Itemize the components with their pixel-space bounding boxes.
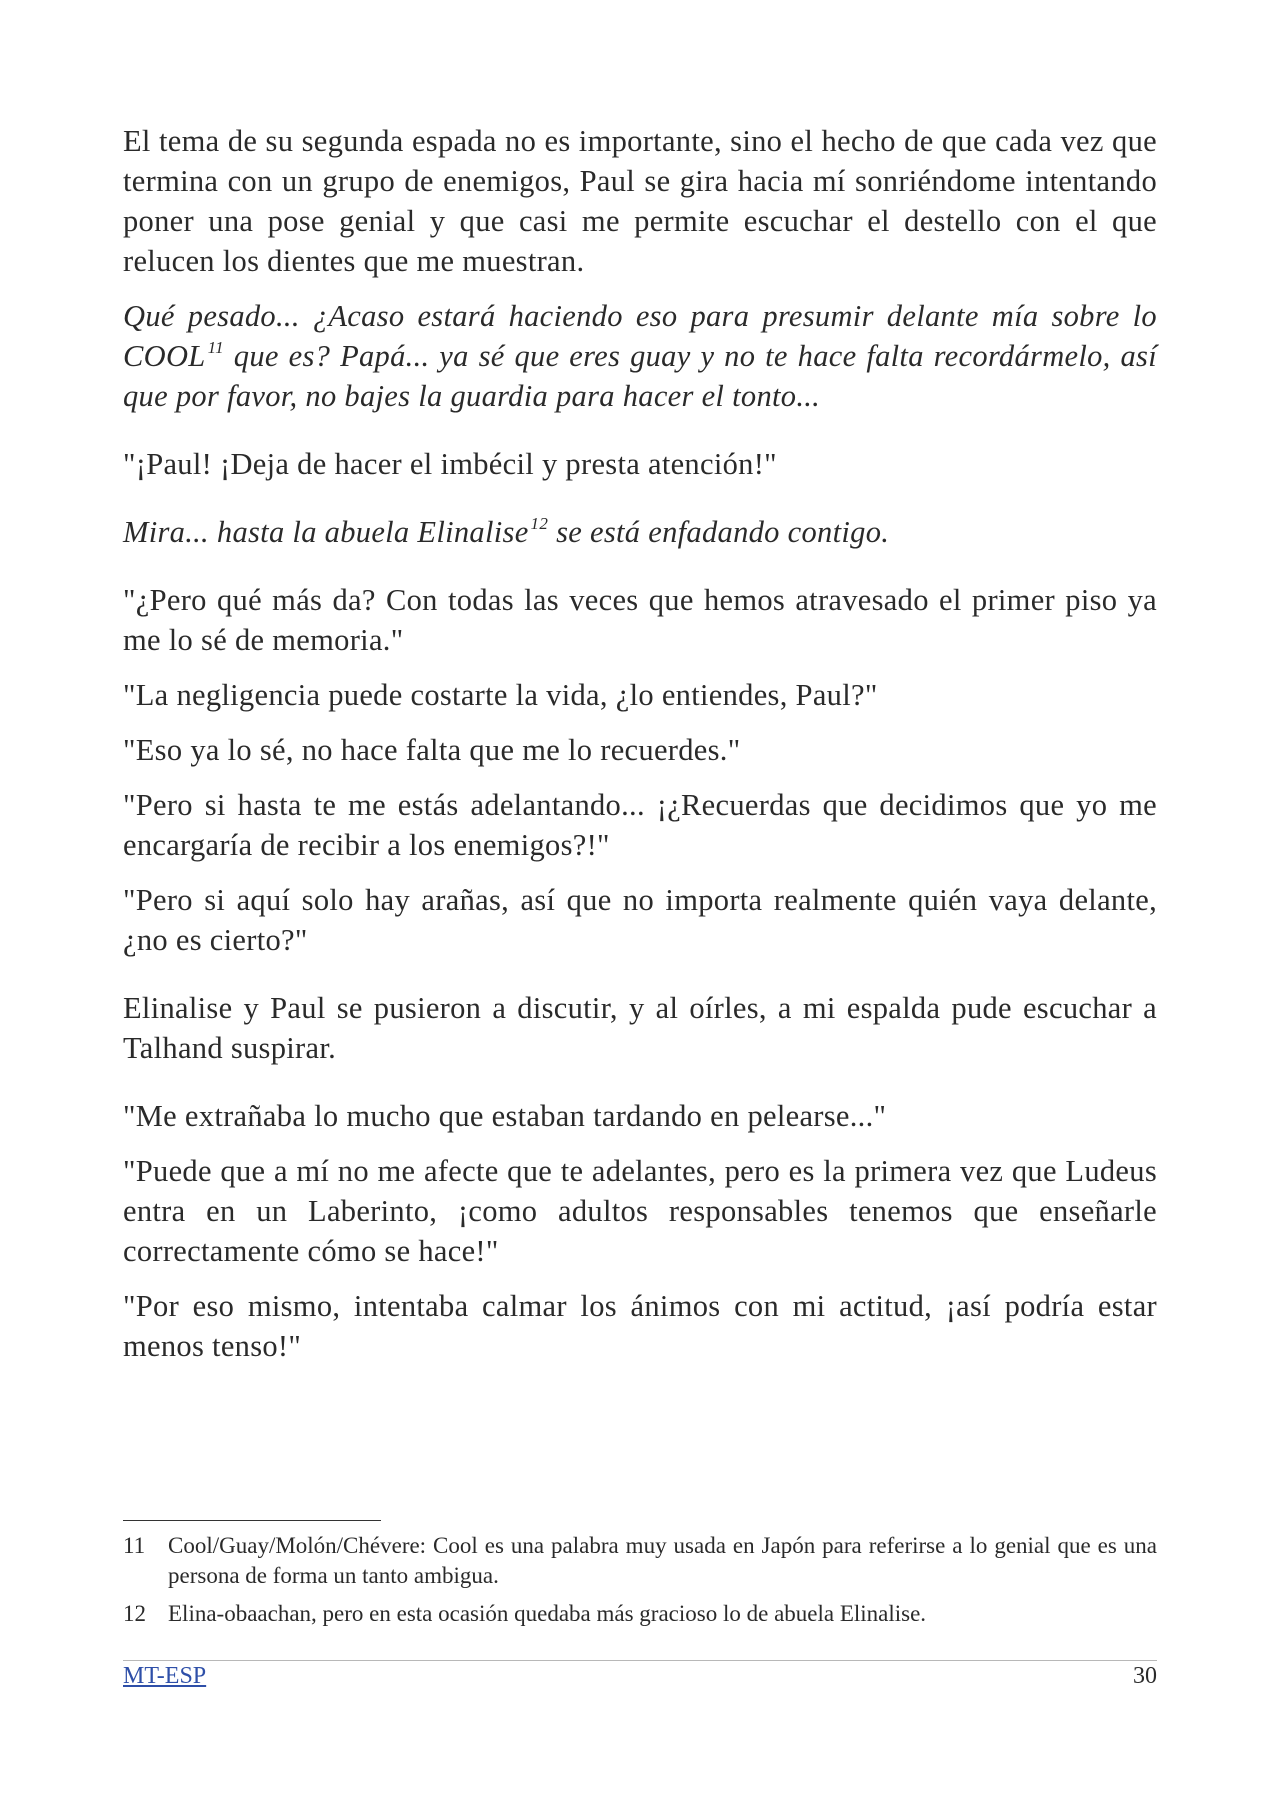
- footnote: [123, 1531, 1157, 1591]
- dialogue-line: "¡Paul! ¡Deja de hacer el imbécil y presta atención!": [123, 447, 777, 481]
- body-text: [123, 121, 1157, 1381]
- dialogue-line: "¿Pero qué más da? Con todas las veces que hemos atravesado el primer piso ya me lo sé de memoria.": [123, 583, 1157, 657]
- footnote-ref[interactable]: 11: [207, 338, 224, 357]
- paragraph: Elinalise y Paul se pusieron a discutir, y al oírles, a mi espalda pude escuchar a Talhand suspirar.: [123, 991, 1157, 1065]
- footnote: [123, 1599, 1157, 1629]
- italic-thought: Mira... hasta la abuela Elinalise $^{12}$ se está enfadando contigo.: [123, 514, 890, 549]
- dialogue-line: "Eso ya lo sé, no hace falta que me lo recuerdes.": [123, 733, 741, 767]
- dialogue-line: "La negligencia puede costarte la vida, ¿lo entiendes, Paul?": [123, 678, 878, 712]
- dialogue-line: "Por eso mismo, intentaba calmar los ánimos con mi actitud, ¡así podría estar menos tenso!": [123, 1289, 1157, 1363]
- footer-link[interactable]: MT-ESP: [123, 1663, 207, 1689]
- paragraph: El tema de su segunda espada no es importante, sino el hecho de que cada vez que termina con un grupo de enemigos, Paul se gira hacia mí sonriéndome intentando poner una pose genial y que casi me permite escuchar el destello con el que relucen los dientes que me muestran.: [123, 124, 1157, 278]
- dialogue-line: "Pero si hasta te me estás adelantando... ¡¿Recuerdas que decidimos que yo me encargaría de recibir a los enemigos?!": [123, 788, 1157, 862]
- footnote-separator: [123, 1520, 381, 1521]
- dialogue-line: "Pero si aquí solo hay arañas, así que no importa realmente quién vaya delante, ¿no es cierto?": [123, 883, 1157, 957]
- page-number: 30: [1133, 1663, 1157, 1689]
- footnote-ref[interactable]: 12: [530, 514, 549, 533]
- dialogue-line: "Me extrañaba lo mucho que estaban tardando en pelearse...": [123, 1099, 887, 1133]
- footnote-text: Elina-obaachan, pero en esta ocasión quedaba más gracioso lo de abuela Elinalise.: [168, 1601, 927, 1626]
- dialogue-line: "Puede que a mí no me afecte que te adelantes, pero es la primera vez que Ludeus entra en un Laberinto, ¡como adultos responsables tenemos que enseñarle correctamente cómo se hace!": [123, 1154, 1157, 1268]
- footnote-number: 11: [123, 1533, 146, 1558]
- footnote-text: Cool/Guay/Molón/Chévere: Cool es una palabra muy usada en Japón para referirse a lo genial que es una persona de forma un tanto ambigua.: [168, 1533, 1157, 1588]
- footnote-number: 12: [123, 1601, 146, 1626]
- footnotes: [123, 1531, 1157, 1637]
- page-footer: [123, 1660, 1157, 1694]
- italic-thought: Qué pesado... ¿Acaso estará haciendo eso para presumir delante mía sobre lo COOL $^{11}$ que es? Papá... ya sé que eres guay y no te hace falta recordármelo, así que por favor, no bajes la guardia para hacer el tonto...: [123, 299, 1157, 413]
